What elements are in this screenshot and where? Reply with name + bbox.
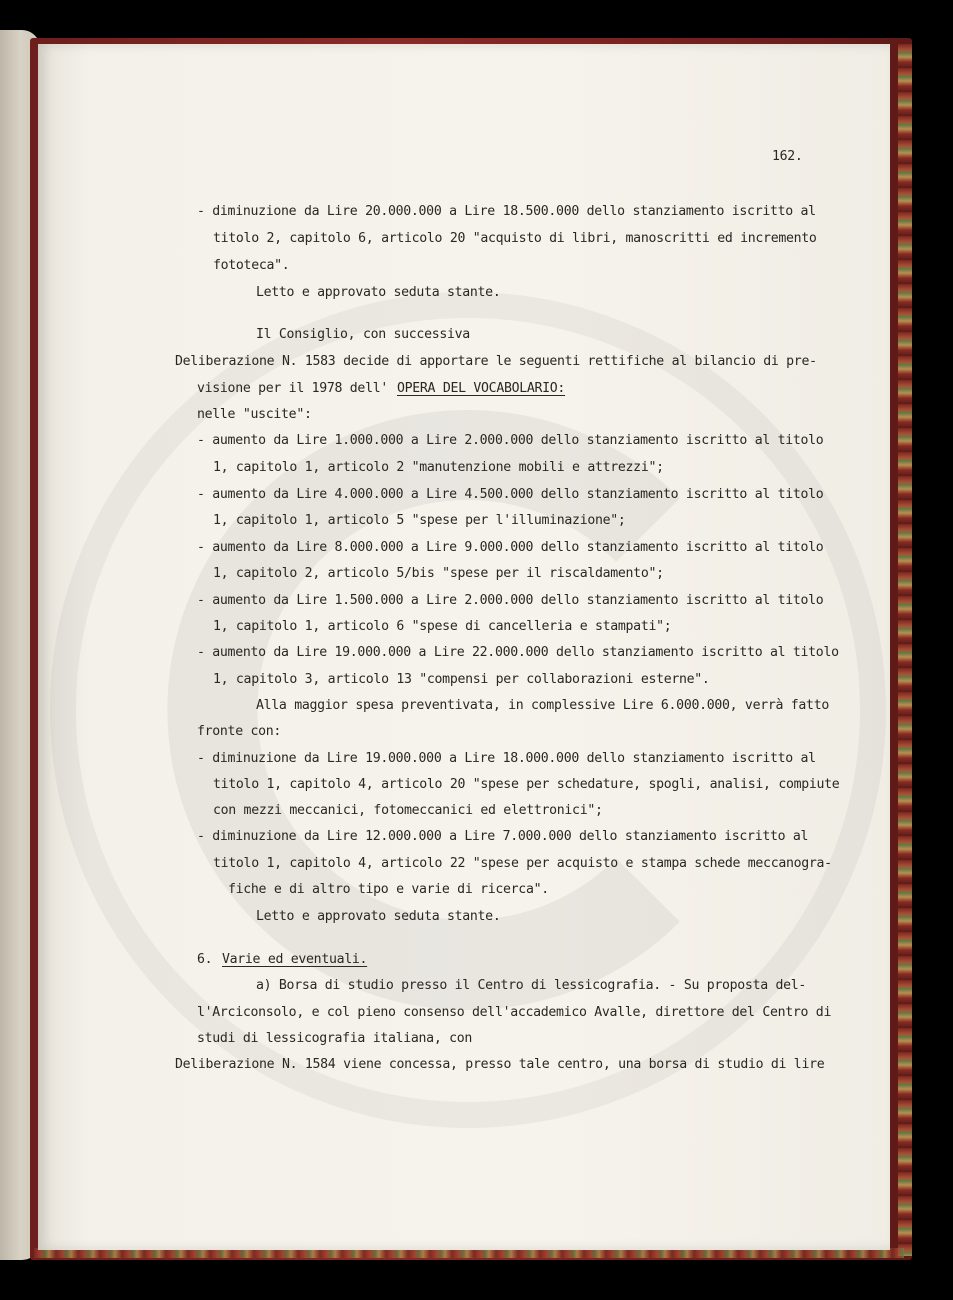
text-line: l'Arciconsolo, e col pieno consenso dell'accademico Avalle, direttore del Centro di: [197, 1005, 832, 1020]
text-line: titolo 2, capitolo 6, articolo 20 "acquisto di libri, manoscritti ed incremento: [213, 231, 817, 246]
text-line: Letto e approvato seduta stante.: [256, 909, 501, 924]
text-line: 1, capitolo 1, articolo 6 "spese di cancelleria e stampati";: [213, 619, 672, 634]
text-line: fronte con:: [197, 724, 282, 739]
list-item: - aumento da Lire 1.000.000 a Lire 2.000.000 dello stanziamento iscritto al titolo: [197, 433, 824, 448]
marbled-page-edge-right: [898, 44, 912, 1256]
text-line: Alla maggior spesa preventivata, in complessive Lire 6.000.000, verrà fatto: [256, 698, 829, 713]
section-heading-underlined: OPERA DEL VOCABOLARIO:: [397, 381, 566, 396]
list-item: - aumento da Lire 19.000.000 a Lire 22.000.000 dello stanziamento iscritto al titolo: [197, 645, 839, 660]
text-line: 1, capitolo 2, articolo 5/bis "spese per il riscaldamento";: [213, 566, 664, 581]
section-heading-underlined: Varie ed eventuali.: [222, 952, 368, 967]
text-line: Deliberazione N. 1583 decide di apportare le seguenti rettifiche al bilancio di pre-: [175, 354, 817, 369]
text-line: Deliberazione N. 1584 viene concessa, presso tale centro, una borsa di studio di lire: [175, 1057, 825, 1072]
text-line: Il Consiglio, con successiva: [256, 327, 470, 342]
text-line: titolo 1, capitolo 4, articolo 22 "spese per acquisto e stampa schede meccanogra-: [213, 856, 832, 871]
text-line: visione per il 1978 dell': [197, 381, 388, 396]
text-line: nelle "uscite":: [197, 407, 312, 422]
text-line: 1, capitolo 3, articolo 13 "compensi per collaborazioni esterne".: [213, 672, 710, 687]
text-line: studi di lessicografia italiana, con: [197, 1031, 473, 1046]
text-line: fiche e di altro tipo e varie di ricerca".: [228, 882, 549, 897]
text-line: - diminuzione da Lire 20.000.000 a Lire 18.500.000 dello stanziamento iscritto al: [197, 204, 816, 219]
list-item: - diminuzione da Lire 19.000.000 a Lire 18.000.000 dello stanziamento iscritto al: [197, 751, 816, 766]
list-item: - aumento da Lire 8.000.000 a Lire 9.000.000 dello stanziamento iscritto al titolo: [197, 540, 824, 555]
text-line: con mezzi meccanici, fotomeccanici ed elettronici";: [213, 803, 603, 818]
list-item: - aumento da Lire 1.500.000 a Lire 2.000.000 dello stanziamento iscritto al titolo: [197, 593, 824, 608]
text-line: Letto e approvato seduta stante.: [256, 285, 501, 300]
text-line: 1, capitolo 1, articolo 2 "manutenzione mobili e attrezzi";: [213, 460, 664, 475]
text-line: 1, capitolo 1, articolo 5 "spese per l'illuminazione";: [213, 513, 626, 528]
text-line: titolo 1, capitolo 4, articolo 20 "spese per schedature, spogli, analisi, compiute: [213, 777, 840, 792]
list-item: - aumento da Lire 4.000.000 a Lire 4.500.000 dello stanziamento iscritto al titolo: [197, 487, 824, 502]
section-number: 6.: [197, 952, 220, 967]
text-line: fototeca".: [213, 258, 290, 273]
list-item: - diminuzione da Lire 12.000.000 a Lire 7.000.000 dello stanziamento iscritto al: [197, 829, 809, 844]
page-number: 162.: [772, 149, 803, 164]
text-line: a) Borsa di studio presso il Centro di lessicografia. - Su proposta del-: [256, 978, 807, 993]
